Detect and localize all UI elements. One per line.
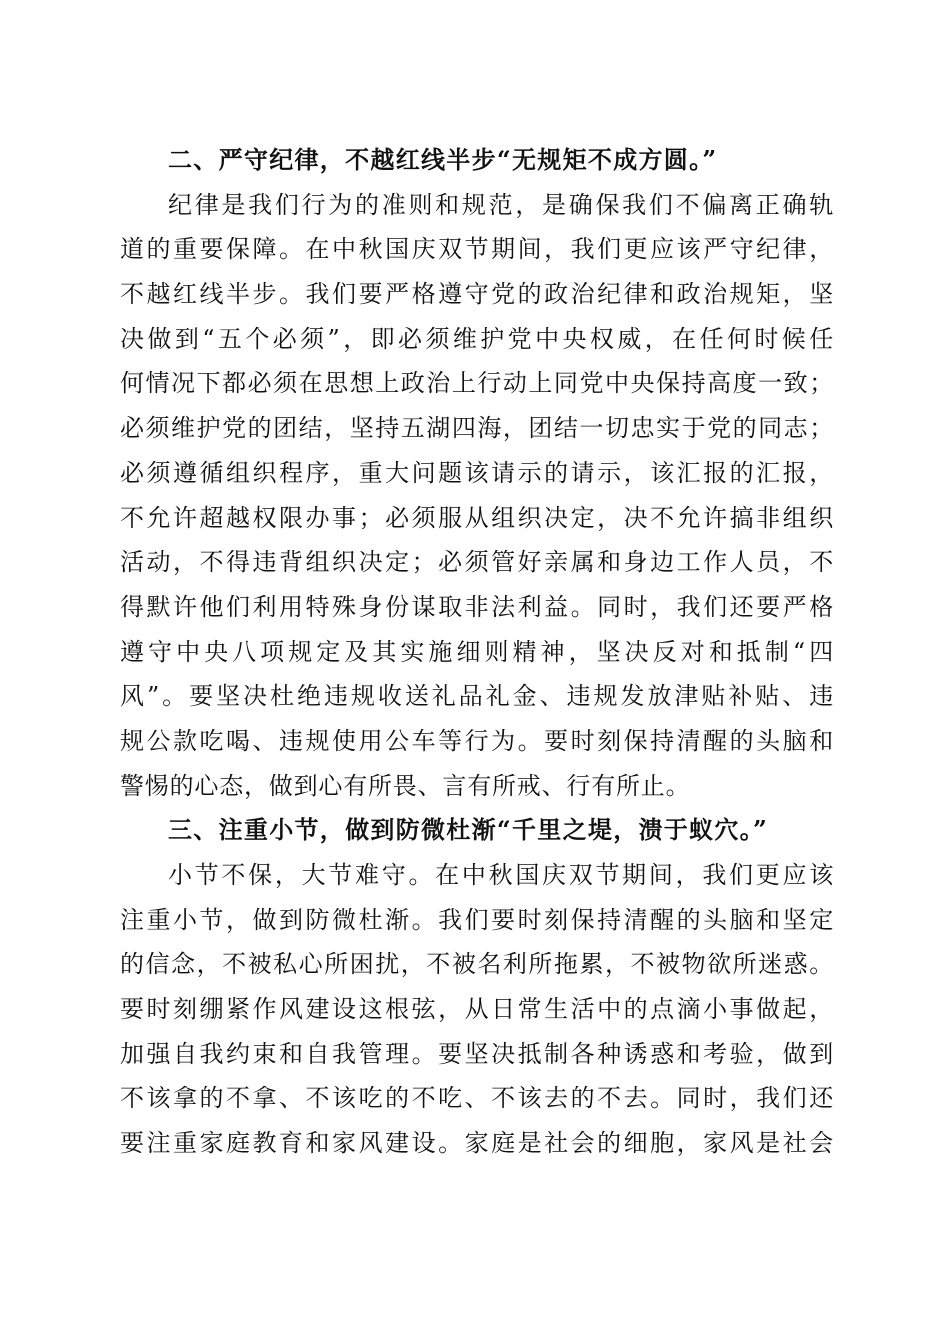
- paragraph-line: 必须遵循组织程序，重大问题该请示的请示，该汇报的汇报，: [120, 458, 834, 487]
- paragraph-line: 决做到“五个必须”，即必须维护党中央权威，在任何时候任: [120, 324, 834, 353]
- paragraph-line: 何情况下都必须在思想上政治上行动上同党中央保持高度一致；: [120, 369, 834, 398]
- paragraph-line: 纪律是我们行为的准则和规范，是确保我们不偏离正确轨: [168, 190, 834, 219]
- paragraph-line: 不允许超越权限办事；必须服从组织决定，决不允许搞非组织: [120, 503, 834, 532]
- paragraph-line: 加强自我约束和自我管理。要坚决抵制各种诱惑和考验，做到: [120, 1039, 834, 1068]
- paragraph-line: 要注重家庭教育和家风建设。家庭是社会的细胞，家风是社会: [120, 1129, 834, 1158]
- section-heading: 二、严守纪律，不越红线半步“无规矩不成方圆。”: [168, 145, 718, 174]
- section-heading: 三、注重小节，做到防微杜渐“千里之堤，溃于蚁穴。”: [168, 815, 769, 845]
- paragraph-line: 规公款吃喝、违规使用公车等行为。要时刻保持清醒的头脑和: [120, 726, 834, 755]
- paragraph-line: 小节不保，大节难守。在中秋国庆双节期间，我们更应该: [168, 861, 834, 889]
- paragraph-line: 道的重要保障。在中秋国庆双节期间，我们更应该严守纪律，: [120, 235, 834, 264]
- paragraph-line: 警惕的心态，做到心有所畏、言有所戒、行有所止。: [120, 771, 691, 800]
- paragraph-line: 风”。要坚决杜绝违规收送礼品礼金、违规发放津贴补贴、违: [120, 682, 834, 711]
- paragraph-line: 活动，不得违背组织决定；必须管好亲属和身边工作人员，不: [120, 548, 834, 577]
- paragraph-line: 注重小节，做到防微杜渐。我们要时刻保持清醒的头脑和坚定: [120, 905, 834, 934]
- paragraph: [120, 183, 834, 809]
- paragraph-line: 要时刻绷紧作风建设这根弦，从日常生活中的点滴小事做起，: [120, 995, 834, 1024]
- paragraph-line: 必须维护党的团结，坚持五湖四海，团结一切忠实于党的同志；: [120, 414, 834, 443]
- paragraph-line: 的信念，不被私心所困扰，不被名利所拖累，不被物欲所迷惑。: [120, 950, 834, 979]
- paragraph: [120, 853, 834, 1166]
- paragraph-line: 遵守中央八项规定及其实施细则精神，坚决反对和抵制“四: [120, 637, 834, 666]
- paragraph-line: 不该拿的不拿、不该吃的不吃、不该去的不去。同时，我们还: [120, 1084, 834, 1113]
- paragraph-line: 得默许他们利用特殊身份谋取非法利益。同时，我们还要严格: [120, 592, 834, 621]
- paragraph-line: 不越红线半步。我们要严格遵守党的政治纪律和政治规矩，坚: [120, 280, 834, 309]
- document-body: [120, 138, 834, 1166]
